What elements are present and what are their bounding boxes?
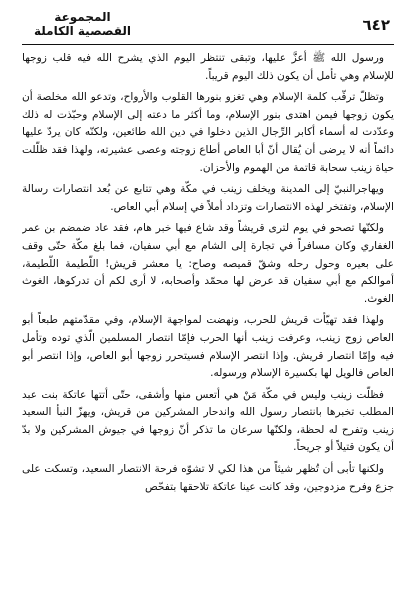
running-title xyxy=(34,10,131,38)
paragraph: ويهاجرالنبيّ إلى المدينة ويخلف زينب في مكّة وهي تتابع عن بُعد انتصارات رسالة الإسلام، وتفتخر لهذه الانتصارات وتزداد أملاً في إسلام أبي العاص. xyxy=(22,183,394,213)
paragraph: ولكنّها تصحو في يوم لترى قريشاً وقد شاع فيها خبر هام، فقد عاد ضمضم بن عمر الغفاري وكان مسافراً في تجارة إلى الشام مع أبي سفيان، فما بلغ مكّة حتّى وقف على بعيره وحول رحله وشقّ قميصه وصاح: يا معشر قريش! اللّطيمة اللّطيمة، أموالكم مع أبي سفيان قد عرض لها محمّد وأصحابه، لا أرى لكم أن تدركوها، الغوث الغوث. xyxy=(22,222,394,305)
running-title-line1: المجموعة xyxy=(54,10,111,24)
paragraph: ولكنها تأبى أن تُظهر شيئاً من هذا لكي لا تشوّه فرحة الانتصار السعيد، وتسكت على جزع وفرح مزدوجين، وقد كانت عينا عاتكة تلاحقها بتفحّص xyxy=(22,463,394,493)
running-title-line2: القصصية الكاملة xyxy=(34,24,131,38)
page-number: ٦٤٢ xyxy=(362,16,390,34)
paragraph: وتظلّ ترقّب كلمة الإسلام وهي تغزو بنورها القلوب والأرواح، وتدعو الله مخلصة أن يكون زوجها فيمن اهتدى بنور الإسلام، وما أكثر ما دعته إلى الإسلام وحبّذت له ذلك وعدّدت له أسماء أكابر الرِّجال الذين دخلوا في دين الله طائعين، ولكنّه كان يردّ عليها دائماً أنه لا يرضى أن يُقال أنّ أبا العاص أطاع زوجته وعصى عشيرته، ولهذا فقد ظلّلت حياة زينب سحابة قاتمة من الهموم والأحزان. xyxy=(22,91,394,174)
paragraph: فظلّت زينب وليس في مكّة مَنْ هي أتعس منها وأشقى، حتّى أتتها عاتكة بنت عبد المطلب تخبرها بانتصار رسول الله واندحار المشركين من قريش، ويهزّ النبأ السعيد زينب وتفرح له لحظة، ولكنّها سرعان ما تذكر أنّ زوجها في جيوش المشركين ولا بدّ أن يكون قتيلاً أو جريحاً. xyxy=(22,388,394,454)
page-header xyxy=(22,10,394,45)
paragraph: ولهذا فقد تهيّأت قريش للحرب، ونهضت لمواجهة الإسلام، وفي مقدّمتهم طبعاً أبو العاص زوج زينب، وعرفت زينب أنها الحرب فإمّا انتصار المسلمين الّذي توده وتأمل فيه وإمّا انتصار قريش. وإذا انتصر الإسلام فسيتحرر زوجها أبو العاص، وإذا انتصر أبو العاص فالويل لها بكسيرة الإسلام ورسوله. xyxy=(22,314,394,380)
paragraph: ورسول الله ﷺ أعزَّ عليها، وتبقى تنتظر اليوم الذي يشرح الله فيه قلب زوجها للإسلام وهي تأمل أن يكون ذلك اليوم قريباً. xyxy=(22,52,394,82)
body-text xyxy=(22,50,394,581)
